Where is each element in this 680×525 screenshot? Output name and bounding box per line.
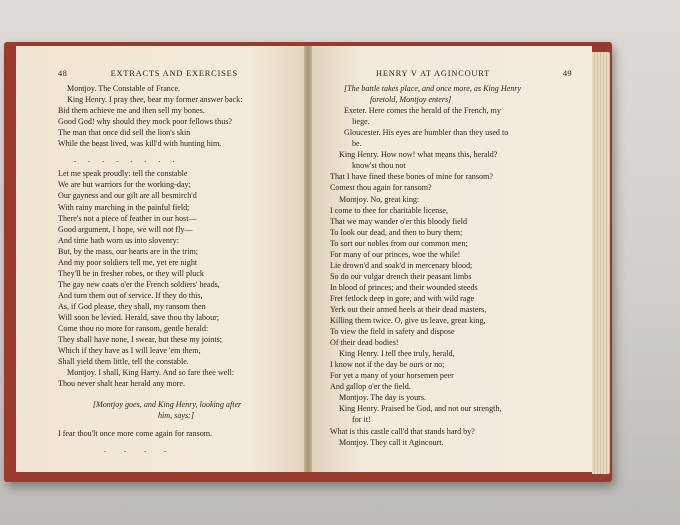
- text-line: Gloucester. His eyes are humbler than they used to: [344, 128, 509, 138]
- text-line: I come to thee for charitable license,: [330, 205, 448, 215]
- stage-direction: him, says:]: [158, 411, 194, 421]
- text-line: Of their dead bodies!: [330, 338, 399, 348]
- text-line: Good God! why should they mock poor fellows thus?: [58, 117, 232, 127]
- text-line: Yerk out their armed heels at their dead masters,: [330, 304, 487, 314]
- text-line: We are but warriors for the working-day;: [58, 180, 191, 190]
- running-head: HENRY V AT AGINCOURT: [376, 69, 491, 78]
- text-line: Killing them twice. O, give us leave, great king,: [330, 316, 486, 326]
- stage-direction: [The battle takes place, and once more, as King Henry: [344, 84, 522, 94]
- text-line: For many of our princes, woe the while!: [330, 249, 461, 259]
- text-line: And my poor soldiers tell me, yet ere night: [58, 257, 198, 267]
- text-line: Fret fetlock deep in gore, and with wild rage: [330, 293, 475, 303]
- text-line: And gallop o'er the field.: [330, 382, 411, 392]
- text-line: Comest thou again for ransom?: [330, 183, 432, 193]
- text-line: Will soon be levied. Herald, save thou thy labour;: [58, 312, 220, 322]
- text-line: Lie drown'd and soak'd in mercenary blood;: [330, 260, 473, 270]
- text-line: Our gayness and our gilt are all besmirch'd: [58, 191, 197, 201]
- right-page-header: [330, 68, 572, 79]
- text-line: Come thou no more for ransom, gentle herald:: [58, 324, 209, 334]
- text-line: For yet a many of your horsemen peer: [330, 371, 454, 381]
- text-line: Montjoy. The day is yours.: [339, 393, 427, 403]
- text-line: Let me speak proudly: tell the constable: [58, 169, 188, 179]
- text-block: [330, 83, 572, 448]
- text-line: Which if they have as I will leave 'em them,: [58, 346, 201, 356]
- text-line: In blood of princes; and their wounded steeds: [330, 282, 478, 292]
- text-line: Montjoy. No, great king:: [339, 194, 420, 204]
- text-line: Montjoy. I shall, King Harry. And so fare thee well:: [67, 368, 235, 378]
- text-line: What is this castle call'd that stands hard by?: [330, 426, 475, 436]
- text-line: That I have fined these bones of mine for ransom?: [330, 172, 493, 182]
- left-page: [16, 46, 304, 472]
- text-line: Bid them achieve me and then sell my bones.: [58, 106, 205, 116]
- ellipsis-dots: . . . .: [104, 445, 175, 455]
- text-line: As, if God please, they shall, my ransom then: [58, 301, 206, 311]
- text-line: Montjoy. The Constable of France.: [67, 84, 181, 94]
- text-line: To sort our nobles from our common men;: [330, 238, 468, 248]
- text-line: Montjoy. They call it Agincourt.: [339, 437, 444, 447]
- text-line: be.: [352, 139, 362, 149]
- text-line: know'st thou not: [352, 161, 406, 171]
- text-line: That we may wander o'er this bloody field: [330, 216, 467, 226]
- page-edges: [592, 52, 610, 474]
- text-line: King Henry. Praised be God, and not our strength,: [339, 404, 502, 414]
- text-line: To view the field in safety and dispose: [330, 327, 455, 337]
- text-line: But, by the mass, our hearts are in the trim;: [58, 246, 199, 256]
- page-number: 48: [58, 69, 68, 78]
- text-line: King Henry. I pray thee, bear my former answer back:: [67, 95, 243, 105]
- text-line: The gay new coats o'er the French soldiers' heads,: [58, 279, 220, 289]
- text-line: for it!: [352, 415, 371, 425]
- page-number: 49: [562, 69, 572, 78]
- text-line: liege.: [352, 117, 370, 127]
- text-line: The man that once did sell the lion's skin: [58, 128, 191, 138]
- text-line: While the beast lived, was kill'd with hunting him.: [58, 139, 222, 149]
- text-line: To look our dead, and then to bury them;: [330, 227, 463, 237]
- text-line: I know not if the day be ours or no;: [330, 360, 445, 370]
- stage-direction: foretold, Montjoy enters]: [370, 95, 452, 105]
- text-line: King Henry. I tell thee truly, herald,: [339, 349, 455, 359]
- text-line: And turn them out of service. If they do this,: [58, 290, 203, 300]
- text-line: So do our vulgar drench their peasant limbs: [330, 271, 472, 281]
- text-line: With rainy marching in the painful field;: [58, 202, 190, 212]
- right-page: [312, 46, 592, 472]
- ellipsis-dots: . . . . . . . .: [74, 155, 180, 165]
- text-line: King Henry. How now! what means this, herald?: [339, 150, 498, 160]
- running-head: EXTRACTS AND EXERCISES: [110, 69, 238, 78]
- text-line: There's not a piece of feather in our host—: [58, 213, 197, 223]
- closing-line: I fear thou'lt once more come again for ransom.: [58, 429, 213, 439]
- left-page-header: [58, 68, 294, 79]
- text-line: They shall have none, I swear, but these my joints;: [58, 335, 222, 345]
- text-line: And time hath worn us into slovenry:: [58, 235, 179, 245]
- stage-direction: [Montjoy goes, and King Henry, looking after: [92, 400, 242, 410]
- text-block: [58, 168, 294, 389]
- text-line: Exeter. Here comes the herald of the French, my: [344, 106, 501, 116]
- text-line: Thou never shalt hear herald any more.: [58, 379, 185, 389]
- text-line: Shall yield them little, tell the constable.: [58, 357, 189, 367]
- text-block: [58, 83, 294, 149]
- text-line: They'll be in fresher robes, or they will pluck: [58, 268, 204, 278]
- text-line: Good argument, I hope, we will not fly—: [58, 224, 193, 234]
